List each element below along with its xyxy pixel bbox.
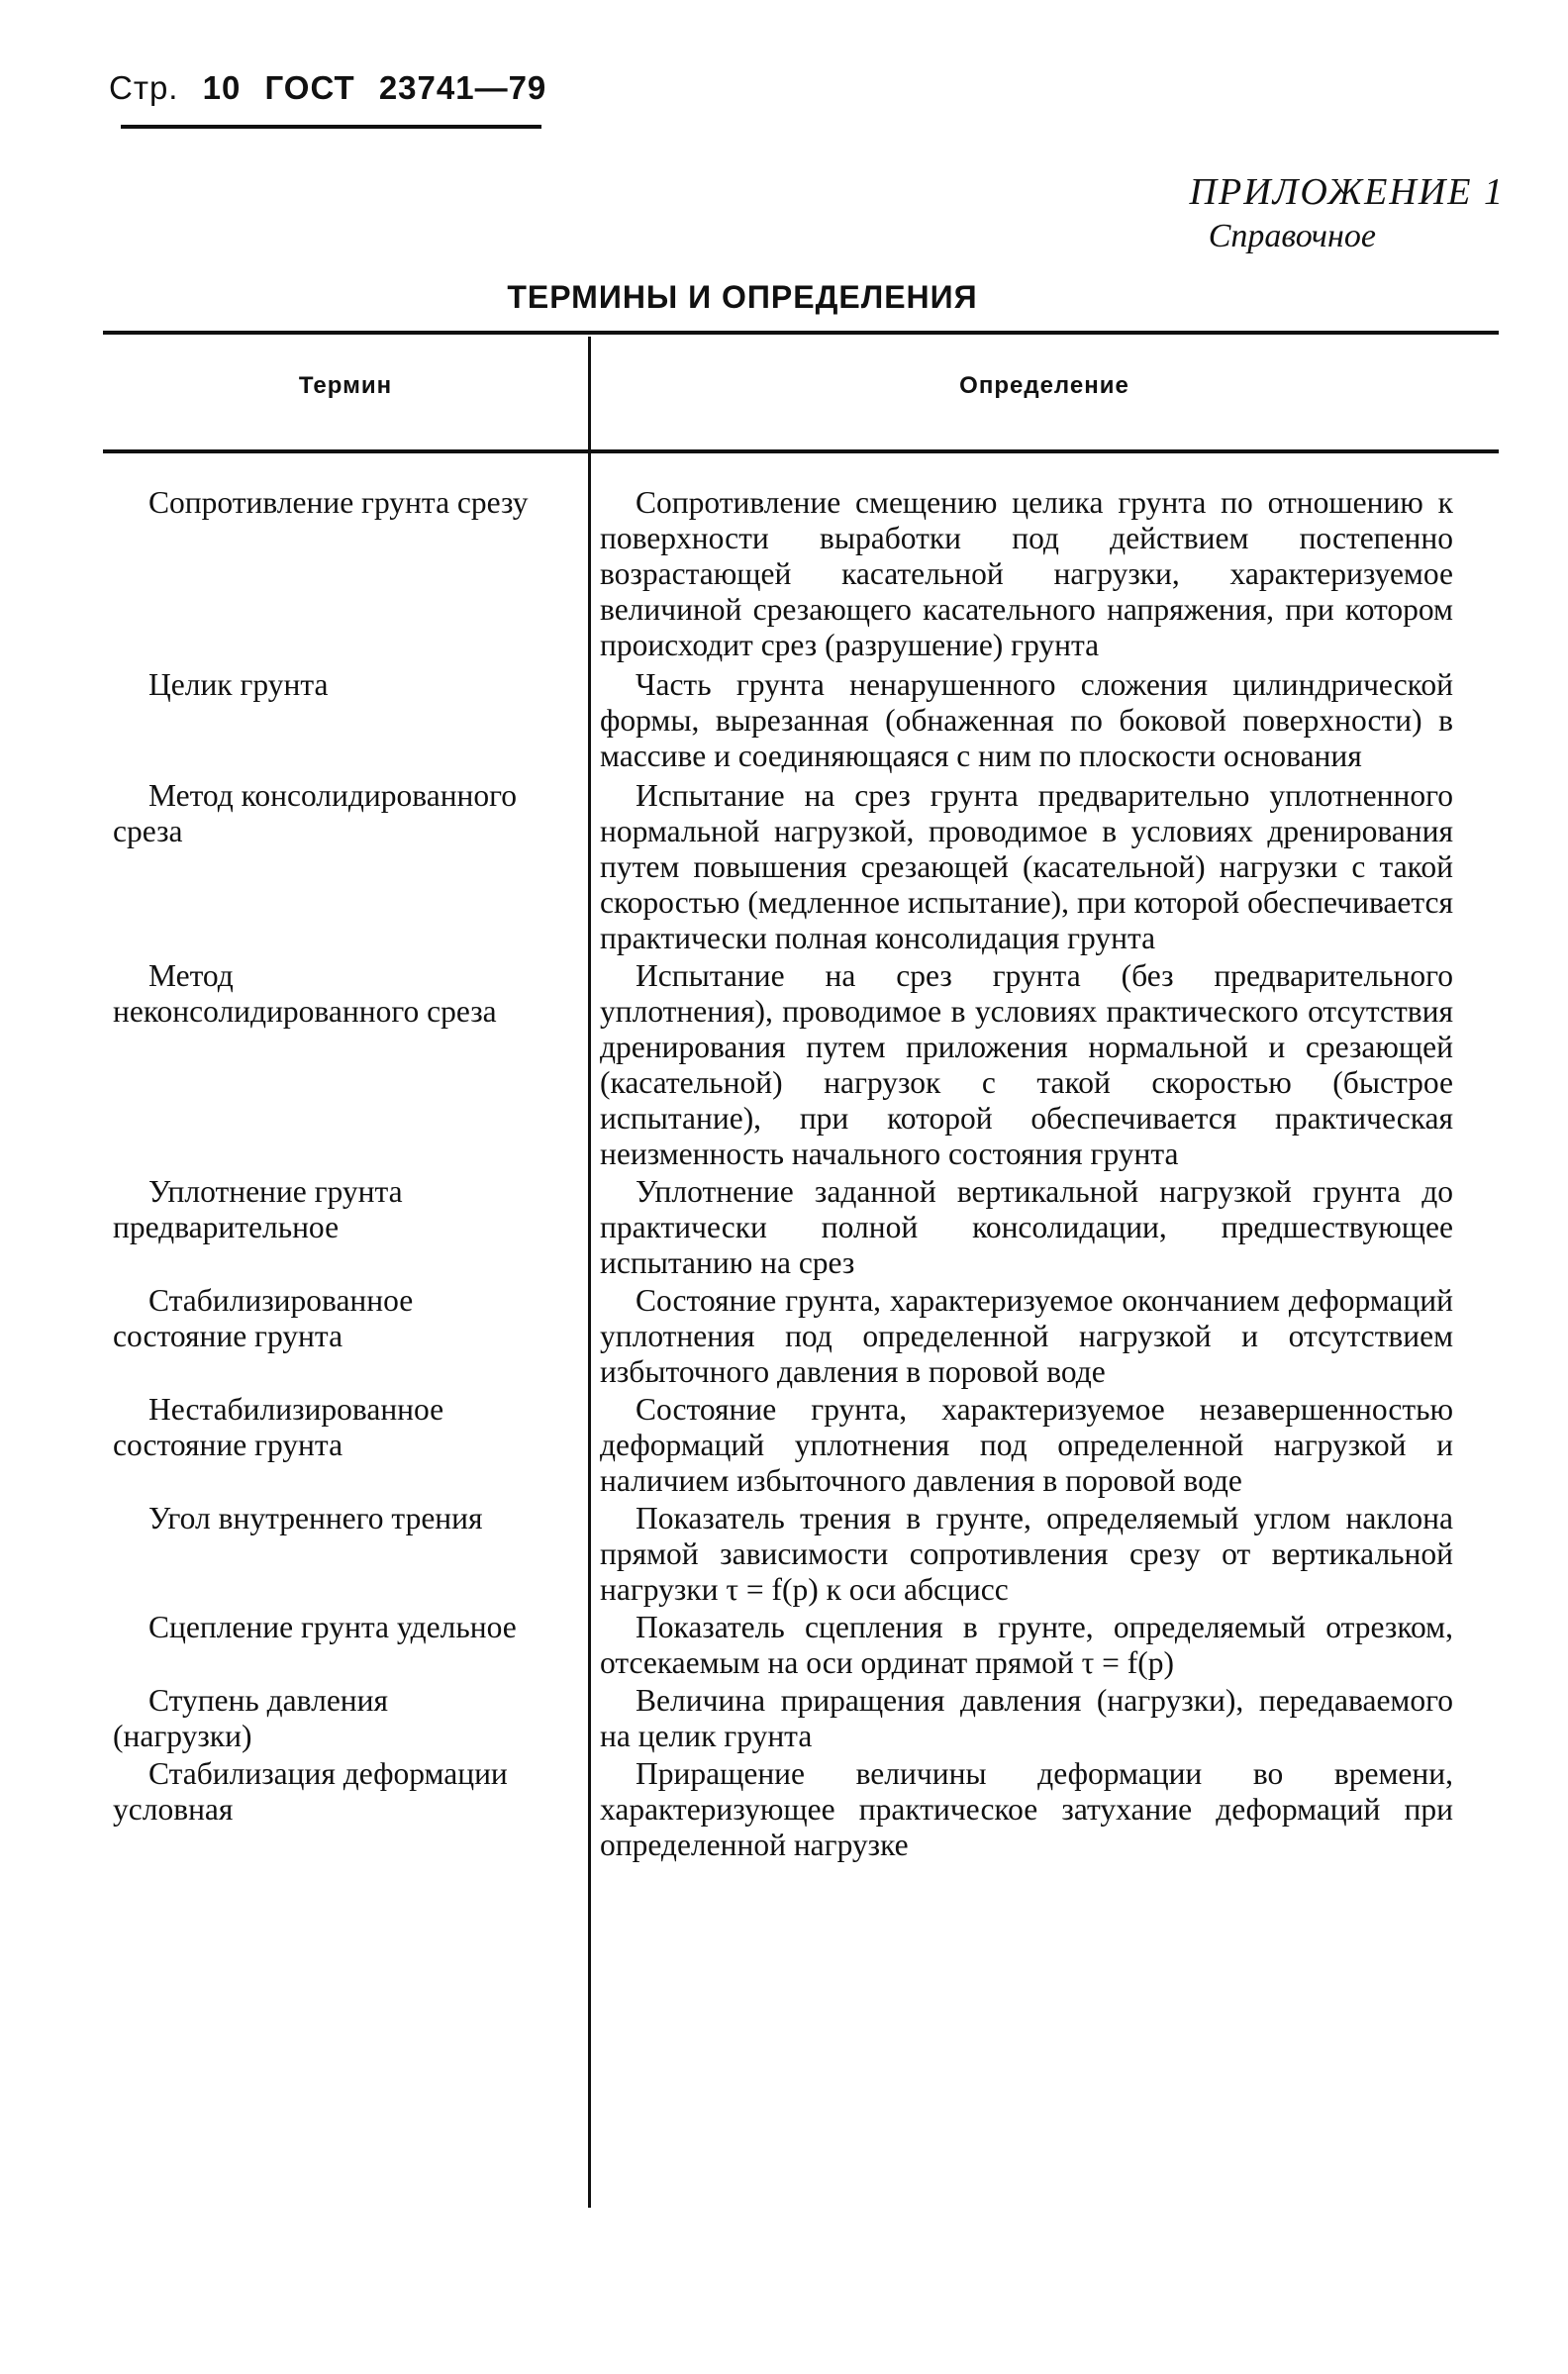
table-row [103,1283,1499,1390]
term-cell: Сцепление грунта удельное [148,1610,517,1644]
table-row [103,1756,1499,1863]
definition-cell: Приращение величины деформации во времени, характеризующее практическое затухание деформаций при определенной нагрузке [600,1756,1453,1862]
term-cell: Угол внутреннего трения [148,1501,483,1535]
definition-cell: Состояние грунта, характеризуемое окончанием деформаций уплотнения под определенной нагрузкой и отсутствием избыточного давления в поровой воде [600,1283,1453,1389]
page-number: 10 [202,69,242,106]
header-rule [121,125,541,129]
table-row [103,485,1499,663]
table-row [103,1683,1499,1754]
definition-cell: Сопротивление смещению целика грунта по отношению к поверхности выработки под действием постепенно возрастающей касательной нагрузки, характеризуемое величиной срезающего касательного напряжения, при котором происходит срез (разрушение) грунта [600,485,1453,662]
terms-table [103,485,1499,1863]
term-cell: Сопротивление грунта срезу [148,485,529,520]
definition-cell: Испытание на срез грунта (без предварительного уплотнения), проводимое в условиях практического отсутствия дренирования путем приложения нормальной и срезающей (касательной) нагрузок с такой скоростью (быстрое испытание), при которой обеспечивается практическая неизменность начального состояния грунта [600,958,1453,1171]
term-cell: Ступень давления (нагрузки) [113,1683,389,1753]
table-title: ТЕРМИНЫ И ОПРЕДЕЛЕНИЯ [507,279,978,315]
appendix-block [1089,170,1505,255]
term-cell: Стабилизированное состояние грунта [113,1283,414,1353]
table-top-rule [103,331,1499,335]
definition-cell: Показатель сцепления в грунте, определяемый отрезком, отсекаемым на оси ординат прямой τ = f(p) [600,1610,1453,1680]
definition-cell: Испытание на срез грунта предварительно уплотненного нормальной нагрузкой, проводимое в условиях дренирования путем повышения срезающей (касательной) нагрузки с такой скоростью (медленное испытание), при которой обеспечивается практически полная консолидация грунта [600,778,1453,955]
table-row [103,1610,1499,1681]
table-row [103,667,1499,774]
table-row [103,1174,1499,1281]
doc-number: 23741—79 [378,69,547,106]
definition-cell: Состояние грунта, характеризуемое незавершенностью деформаций уплотнения под определенной нагрузкой и наличием избыточного давления в поровой воде [600,1392,1453,1498]
table-row [103,778,1499,956]
table-row [103,1501,1499,1608]
table-header-rule [103,449,1499,453]
definition-cell: Показатель трения в грунте, определяемый углом наклона прямой зависимости сопротивления срезу от вертикальной нагрузки τ = f(p) к оси абсцисс [600,1501,1453,1607]
table-row [103,1392,1499,1499]
term-cell: Целик грунта [148,667,329,702]
definition-cell: Часть грунта ненарушенного сложения цилиндрической формы, вырезанная (обнаженная по боковой поверхности) в массиве и соединяющаяся с ним по плоскости основания [600,667,1453,773]
page-header [109,69,560,107]
definition-cell: Уплотнение заданной вертикальной нагрузкой грунта до практически полной консолидации, предшествующее испытанию на срез [600,1174,1453,1280]
term-cell: Метод неконсолидированного среза [113,958,497,1029]
page-label: Стр. [109,69,179,106]
term-cell: Нестабилизированное состояние грунта [113,1392,444,1462]
term-cell: Стабилизация деформации условная [113,1756,508,1827]
column-header-definition: Определение [959,372,1129,399]
column-header-term: Термин [298,372,393,399]
doc-code: ГОСТ [264,69,355,106]
table-row [103,958,1499,1172]
appendix-title: ПРИЛОЖЕНИЕ 1 [1189,171,1505,213]
appendix-subtitle: Справочное [1208,218,1376,254]
term-cell: Уплотнение грунта предварительное [113,1174,403,1244]
definition-cell: Величина приращения давления (нагрузки), передаваемого на целик грунта [600,1683,1453,1753]
term-cell: Метод консолидированного среза [113,778,518,848]
